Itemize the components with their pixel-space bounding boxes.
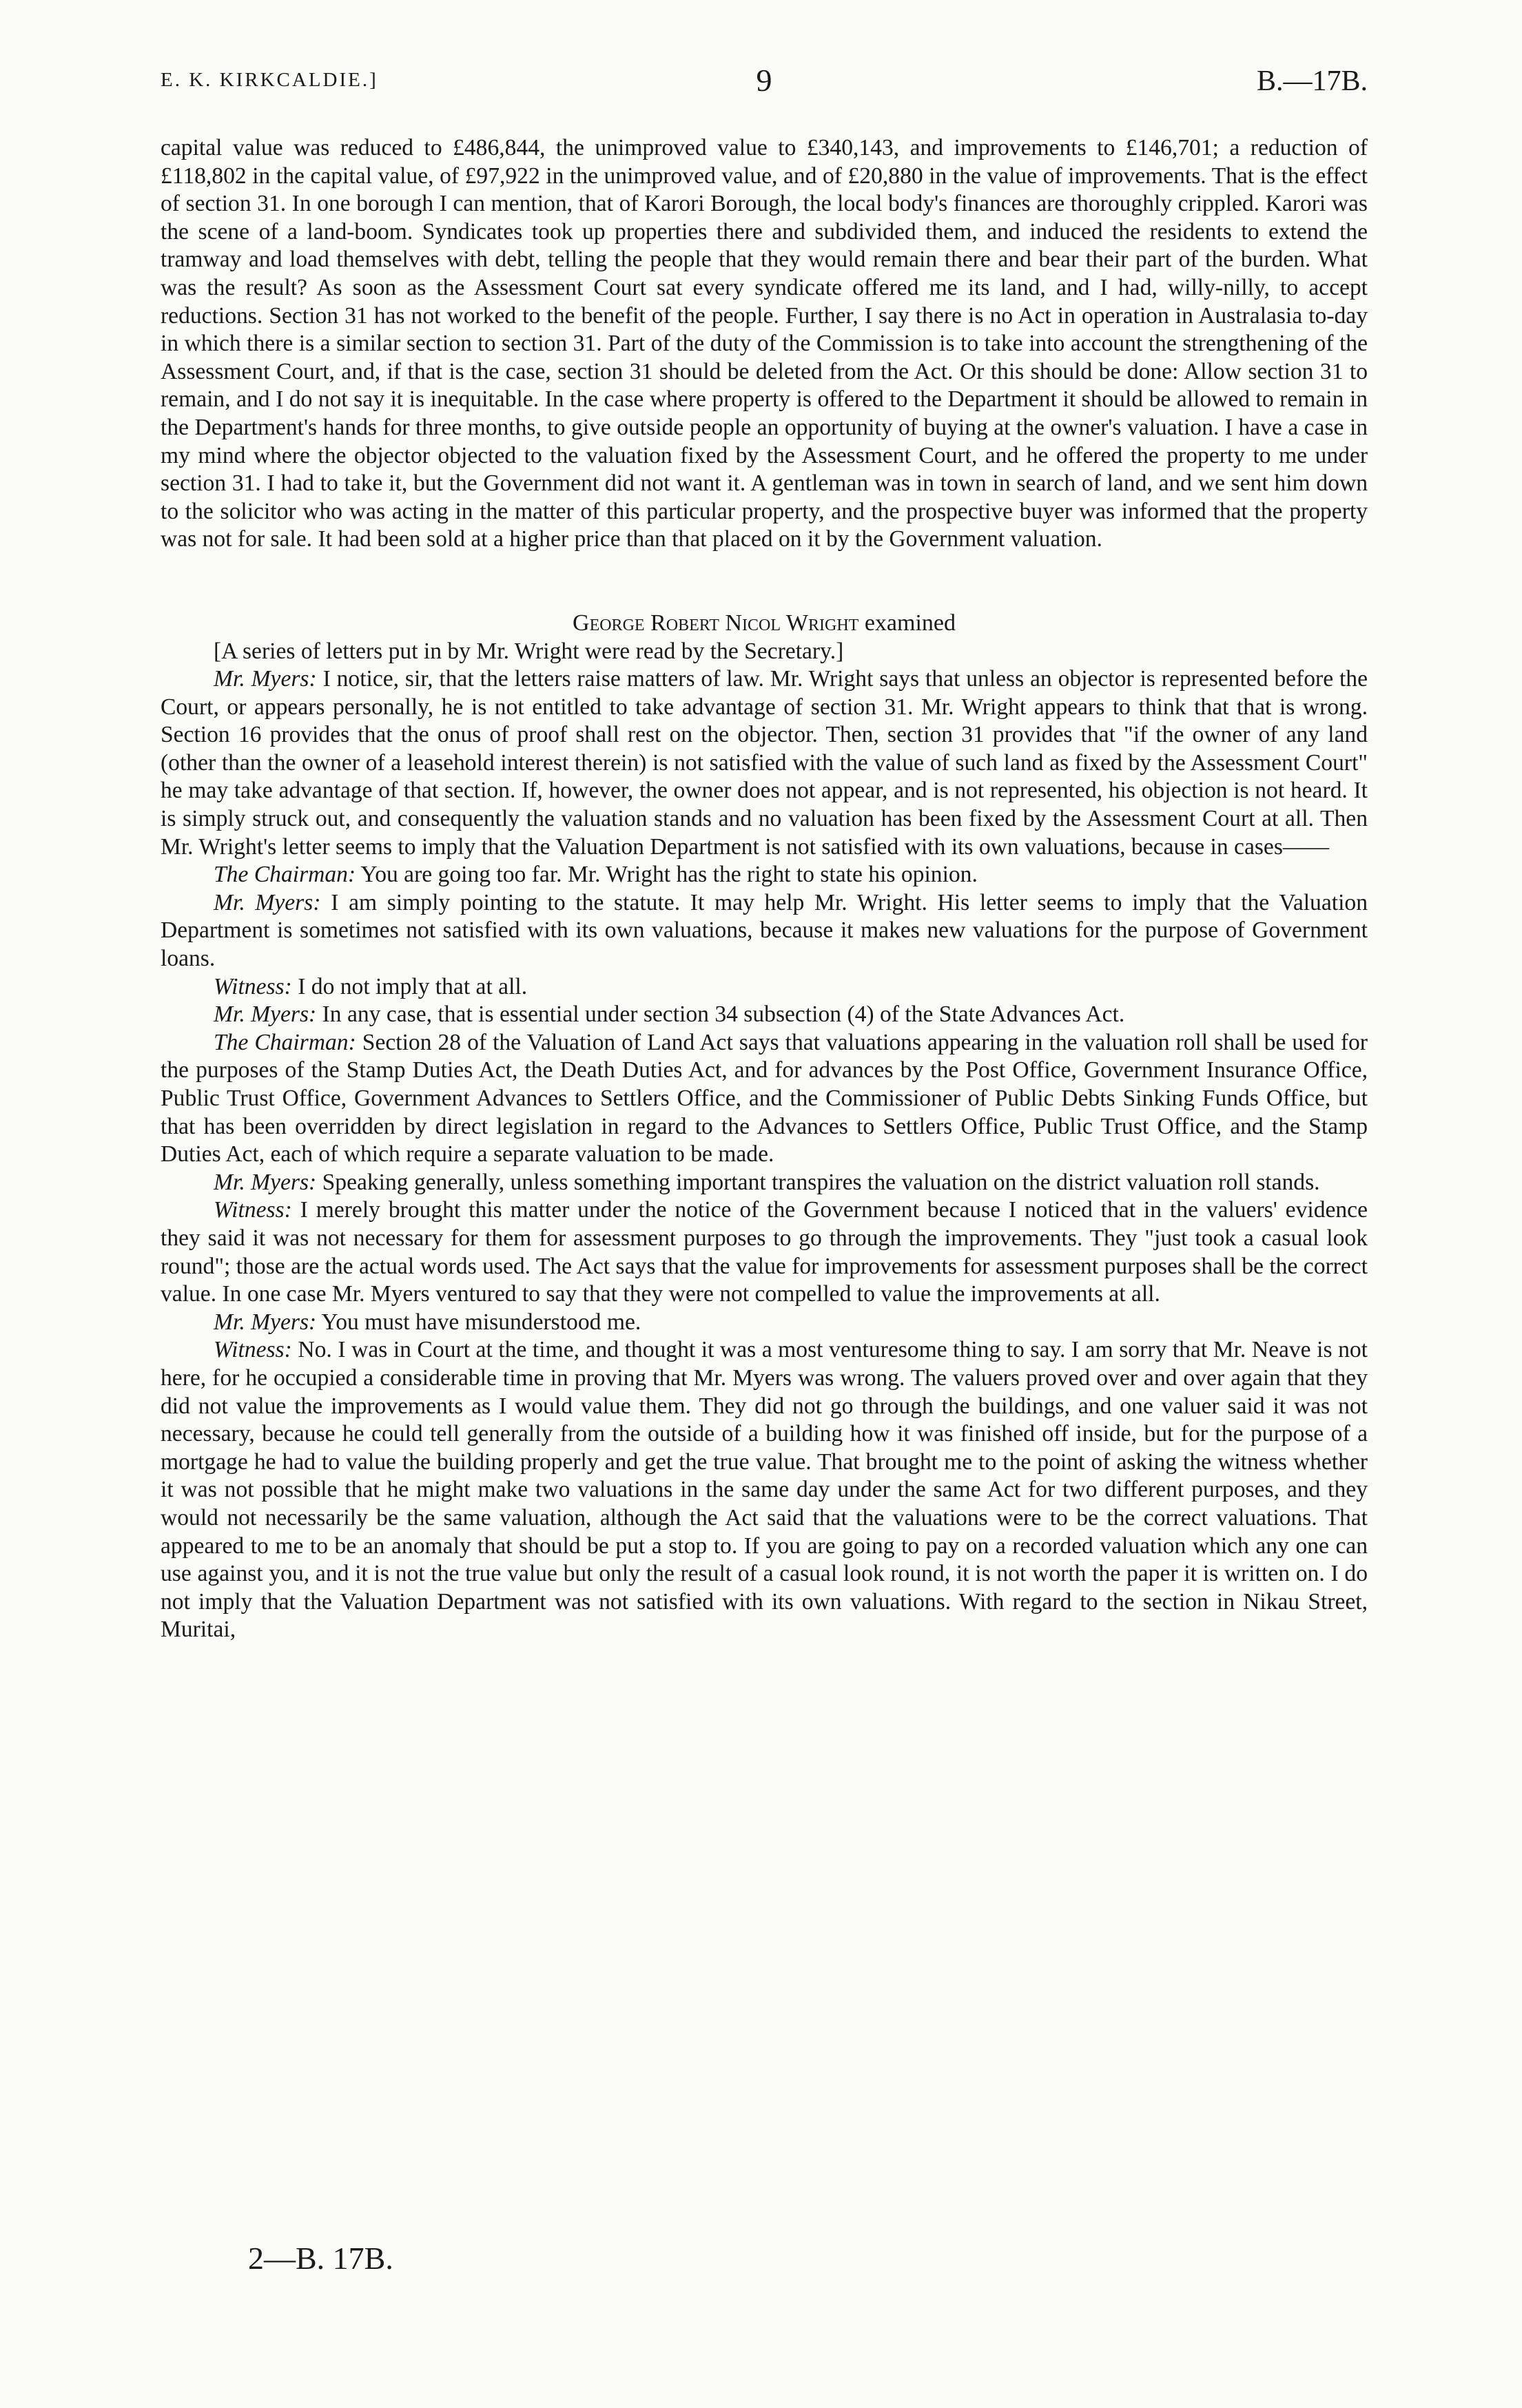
speaker-label: Mr. Myers:	[214, 1001, 317, 1028]
page-footer-signature: 2—B. 17B.	[248, 2241, 393, 2276]
speech-text: No. I was in Court at the time, and thought it was a most venturesome thing to say. I am sorry that Mr. Neave is not here, for he occupied a considerable time in proving that Mr. Myers was wrong. The valuers proved over and over again that they did not value the improvements as I would value them. They did not go through the buildings, and one valuer said it was not necessary, because he could tell generally from the outside of a building how it was finished off inside, but for the purpose of a mortgage he had to value the building properly and get the true value. That brought me to the point of asking the witness whether it was not possible that he might make two valuations in the same day under the same Act for two different purposes, and they would not necessarily be the same valuation, although the Act said that the valuations were to be the correct valuations. That appeared to me to be an anomaly that should be put a stop to. If you are going to pay on a recorded valuation which any one can use against you, and it is not the true value but only the result of a casual look round, it is not worth the paper it is written on. I do not imply that the Valuation Department was not satisfied with its own valuations. With regard to the section in Nikau Street, Muritai,	[161, 1337, 1368, 1643]
exchange-paragraph	[161, 861, 1368, 889]
header-witness-name: E. K. KIRKCALDIE.]	[161, 69, 378, 91]
speech-text: Section 28 of the Valuation of Land Act says that valuations appearing in the valuation roll shall be used for the purposes of the Stamp Duties Act, the Death Duties Act, and for advances by the Post Office, Government Insurance Office, Public Trust Office, Government Advances to Settlers Office, and the Commissioner of Public Debts Sinking Funds Office, but that has been overridden by direct legislation in regard to the Advances to Settlers Office, Public Trust Office, and the Stamp Duties Act, each of which require a separate valuation to be made.	[161, 1029, 1368, 1167]
speech-text: You are going too far. Mr. Wright has the right to state his opinion.	[360, 862, 978, 888]
page-header	[161, 63, 1368, 110]
section-heading-suffix: examined	[864, 610, 956, 636]
speaker-label: The Chairman:	[214, 862, 356, 888]
speech-text: In any case, that is essential under section 34 subsection (4) of the State Advances Act.	[322, 1001, 1125, 1028]
exchange-paragraph	[161, 1309, 1368, 1337]
bracketed-note: [A series of letters put in by Mr. Wright were read by the Secretary.]	[214, 638, 844, 664]
speech-text: I merely brought this matter under the notice of the Government because I noticed that in the valuers' evidence they said it was not necessary for them for assessment purposes to go through the improvements. They "just took a casual look round"; those are the actual words used. The Act says that the value for improvements for assessment purposes shall be the correct value. In one case Mr. Myers ventured to say that they were not compelled to value the improvements at all.	[161, 1197, 1368, 1307]
speech-text: You must have misunderstood me.	[321, 1309, 641, 1335]
header-page-number: 9	[756, 63, 772, 98]
speaker-label: Witness:	[214, 1197, 292, 1223]
exchange-paragraph	[161, 1029, 1368, 1169]
exchange-paragraph	[161, 665, 1368, 861]
exchange-paragraph	[161, 1196, 1368, 1308]
exchange-paragraph	[161, 1169, 1368, 1197]
section-heading	[161, 610, 1368, 638]
exchange-paragraph	[161, 1001, 1368, 1029]
speaker-label: The Chairman:	[214, 1029, 356, 1055]
speaker-label: Mr. Myers:	[214, 1169, 317, 1195]
speaker-label: Mr. Myers:	[214, 889, 321, 915]
speech-text: Speaking generally, unless something important transpires the valuation on the district valuation roll stands.	[322, 1169, 1320, 1195]
exchange-paragraph	[161, 973, 1368, 1001]
speech-text: I notice, sir, that the letters raise matters of law. Mr. Wright says that unless an objector is represented before the Court, or appears personally, he is not entitled to take advantage of section 31. Mr. Wright appears to think that that is wrong. Section 16 provides that the onus of proof shall rest on the objector. Then, section 31 provides that "if the owner of any land (other than the owner of a leasehold interest therein) is not satisfied with the value of such land as fixed by the Assessment Court" he may take advantage of that section. If, however, the owner does not appear, and is not represented, his objection is not heard. It is simply struck out, and consequently the valuation stands and no valuation has been fixed by the Assessment Court at all. Then Mr. Wright's letter seems to imply that the Valuation Department is not satisfied with its own valuations, because in cases——	[161, 666, 1368, 860]
exchange-paragraph	[161, 889, 1368, 973]
speech-text: I do not imply that at all.	[298, 973, 528, 999]
exchange-paragraph	[161, 1336, 1368, 1644]
speaker-label: Mr. Myers:	[214, 666, 317, 692]
speaker-label: Witness:	[214, 1337, 292, 1363]
body-text	[161, 134, 1368, 1644]
speaker-label: Mr. Myers:	[214, 1309, 317, 1335]
speech-text: I am simply pointing to the statute. It may help Mr. Wright. His letter seems to imply that the Valuation Department is sometimes not satisfied with its own valuations, because it makes new valuations for the purpose of Government loans.	[161, 889, 1368, 972]
paragraph-continued: capital value was reduced to £486,844, the unimproved value to £340,143, and improvements to £146,701; a reduction of £118,802 in the capital value, of £97,922 in the unimproved value, and of £20,880 in the value of improvements. That is the effect of section 31. In one borough I can mention, that of Karori Borough, the local body's finances are thoroughly crippled. Karori was the scene of a land-boom. Syndicates took up properties there and subdivided them, and induced the residents to extend the tramway and load themselves with debt, telling the people that they would remain there and bear their part of the burden. What was the result? As soon as the Assessment Court sat every syndicate offered me its land, and I had, willy-nilly, to accept reductions. Section 31 has not worked to the benefit of the people. Further, I say there is no Act in operation in Australasia to-day in which there is a similar section to section 31. Part of the duty of the Commission is to take into account the strengthening of the Assessment Court, and, if that is the case, section 31 should be deleted from the Act. Or this should be done: Allow section 31 to remain, and I do not say it is inequitable. In the case where property is offered to the Department it should be allowed to remain in the Department's hands for three months, to give outside people an opportunity of buying at the owner's valuation. I have a case in my mind where the objector objected to the valuation fixed by the Assessment Court, and he offered the property to me under section 31. I had to take it, but the Government did not want it. A gentleman was in town in search of land, and we sent him down to the solicitor who was acting in the matter of this particular property, and the prospective buyer was informed that the property was not for sale. It had been sold at a higher price than that placed on it by the Government valuation.	[161, 135, 1368, 552]
header-paper-reference: B.—17B.	[1256, 65, 1368, 97]
witness-name: George Robert Nicol Wright	[573, 610, 859, 636]
speaker-label: Witness:	[214, 973, 292, 999]
